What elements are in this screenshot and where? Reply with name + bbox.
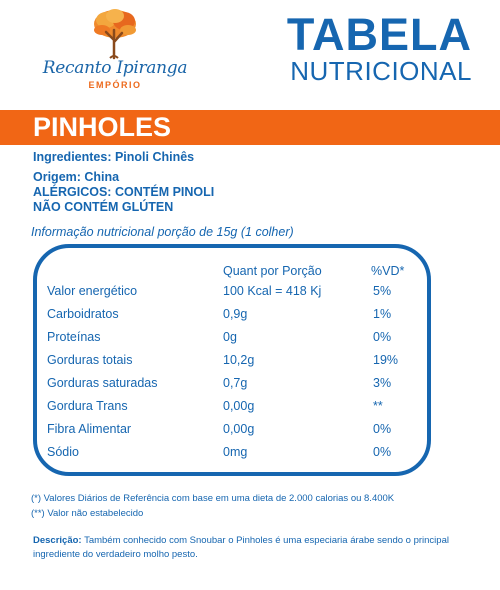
- nutrition-table: [33, 244, 431, 476]
- allergens-text: ALÉRGICOS: CONTÉM PINOLI: [33, 185, 215, 199]
- row-quantity: 0,00g: [223, 422, 255, 436]
- page-title: TABELA: [286, 9, 472, 60]
- portion-info: Informação nutricional porção de 15g (1 colher): [31, 225, 294, 239]
- row-daily-value: 3%: [373, 376, 392, 390]
- table-row: [37, 399, 427, 421]
- header-daily-value: %VD*: [371, 264, 405, 278]
- page-subtitle: NUTRICIONAL: [290, 56, 472, 86]
- brand-logo: [40, 8, 190, 93]
- row-daily-value: 0%: [373, 422, 392, 436]
- row-label: Carboidratos: [47, 307, 119, 321]
- table-row: [37, 284, 427, 306]
- table-row: [37, 422, 427, 444]
- row-daily-value: 19%: [373, 353, 399, 367]
- row-quantity: 0g: [223, 330, 237, 344]
- footnote-not-established: (**) Valor não estabelecido: [31, 508, 144, 519]
- table-row: [37, 330, 427, 352]
- product-name: PINHOLES: [33, 112, 172, 142]
- header-quantity: Quant por Porção: [223, 264, 322, 278]
- row-quantity: 0mg: [223, 445, 248, 459]
- row-daily-value: 0%: [373, 330, 392, 344]
- row-quantity: 0,9g: [223, 307, 248, 321]
- table-row: [37, 353, 427, 375]
- gluten-text: NÃO CONTÉM GLÚTEN: [33, 200, 174, 214]
- origin-text: Origem: China: [33, 170, 120, 184]
- table-row: [37, 307, 427, 329]
- row-daily-value: 1%: [373, 307, 392, 321]
- row-label: Gordura Trans: [47, 399, 128, 413]
- table-row: [37, 376, 427, 398]
- row-daily-value: 0%: [373, 445, 392, 459]
- row-quantity: 0,00g: [223, 399, 255, 413]
- row-quantity: 100 Kcal = 418 Kj: [223, 284, 322, 298]
- row-label: Fibra Alimentar: [47, 422, 132, 436]
- footnote-daily-values: (*) Valores Diários de Referência com base em uma dieta de 2.000 calorias ou 8.400K: [31, 493, 395, 504]
- description-text: Também conhecido com Snoubar o Pinholes é uma especiaria árabe sendo o principal ingrediente do verdadeiro molho pesto.: [33, 535, 449, 560]
- ingredients-text: Ingredientes: Pinoli Chinês: [33, 150, 195, 164]
- table-row: [37, 445, 427, 467]
- product-banner: [0, 110, 500, 145]
- row-label: Gorduras saturadas: [47, 376, 158, 390]
- row-label: Proteínas: [47, 330, 101, 344]
- brand-subtitle: EMPÓRIO: [88, 80, 142, 90]
- row-daily-value: **: [373, 399, 383, 413]
- row-label: Valor energético: [47, 284, 138, 298]
- row-quantity: 0,7g: [223, 376, 248, 390]
- description-label: Descrição:: [33, 535, 82, 546]
- tree-icon: [92, 8, 138, 60]
- row-label: Sódio: [47, 445, 79, 459]
- description: [33, 534, 473, 562]
- row-quantity: 10,2g: [223, 353, 255, 367]
- row-daily-value: 5%: [373, 284, 392, 298]
- brand-name: Recanto Ipiranga: [42, 58, 188, 78]
- row-label: Gorduras totais: [47, 353, 133, 367]
